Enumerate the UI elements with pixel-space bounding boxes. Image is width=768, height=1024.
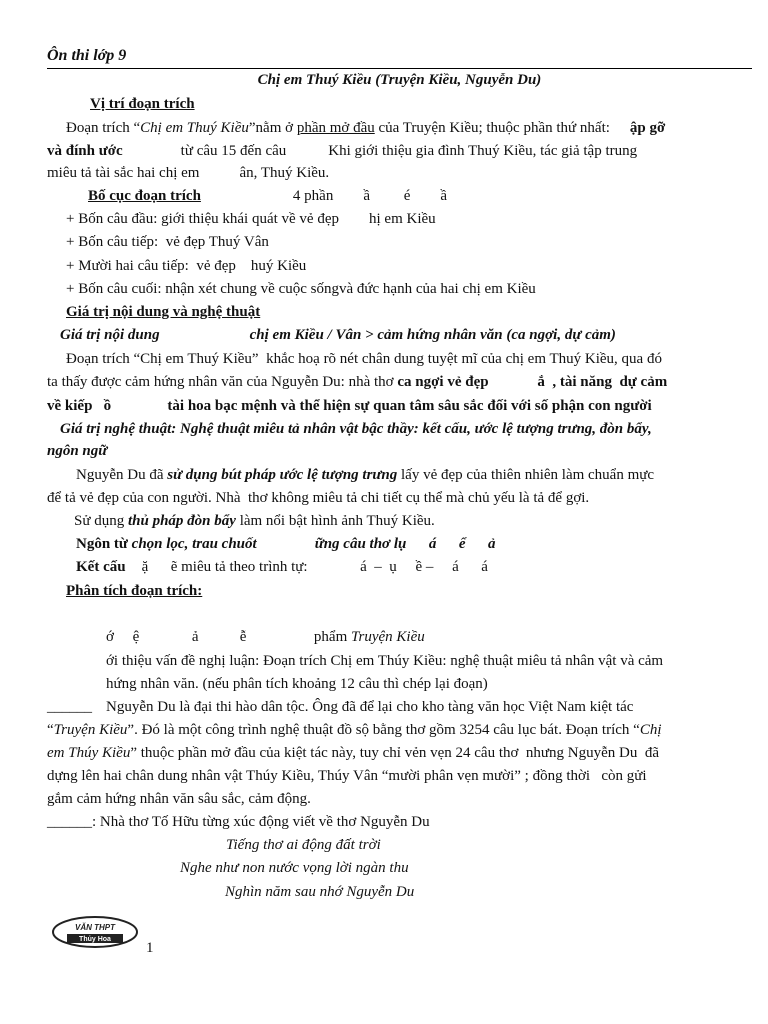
- s2-item-1: + Bốn câu đầu: giới thiệu khái quát về vẻ đẹp hị em Kiều: [66, 211, 436, 227]
- poem-line-2: Nghe như non nước vọng lời ngàn thu: [180, 860, 409, 876]
- intro2-line-1: ới thiệu vấn đề nghị luận: Đoạn trích Chị em Thúy Kiều: nghệ thuật miêu tả nhân vật và cảm: [106, 653, 664, 669]
- header-rule: [47, 68, 752, 69]
- doc-title: Chị em Thuý Kiều (Truyện Kiều, Nguyễn Du): [257, 72, 542, 88]
- p1-line-2: ta thấy được cảm hứng nhân văn của Nguyễn Du: nhà thơ ca ngợi vẻ đẹp ắ , tài năng dự cảm: [47, 374, 668, 390]
- page-number: 1: [146, 940, 154, 956]
- para1-line-4: dựng lên hai chân dung nhân vật Thúy Kiều, Thúy Vân “mười phân vẹn mười” ; đồng thời còn gửi: [47, 768, 647, 784]
- p2-line-2: để tả vẻ đẹp của con người. Nhà thơ không miêu tả chi tiết cụ thể mà chủ yếu là tả để gợi.: [47, 490, 590, 506]
- p2-line-1: Nguyễn Du đã sử dụng bút pháp ước lệ tượng trưng lấy vẻ đẹp của thiên nhiên làm chuẩn mực: [76, 467, 655, 483]
- content-value-heading: Giá trị nội dung chị em Kiều / Vân > cảm hứng nhân văn (ca ngợi, dự cảm): [60, 327, 616, 343]
- s2-item-2: + Bốn câu tiếp: vẻ đẹp Thuý Vân: [66, 234, 269, 250]
- p1-line-1: Đoạn trích “Chị em Thuý Kiều” khắc hoạ rõ nét chân dung tuyệt mĩ của chị em Thuý Kiều, qua đó: [66, 351, 662, 367]
- section-heading-analysis: Phân tích đoạn trích:: [66, 583, 203, 599]
- doc-header-label: Ôn thi lớp 9: [47, 47, 127, 64]
- para1-line-2: “Truyện Kiều”. Đó là một công trình nghệ thuật đồ sộ bằng thơ gồm 3254 câu lục bát. Đoạn trích “Chị: [47, 722, 662, 738]
- intro2-line-2: hứng nhân văn. (nếu phân tích khoảng 12 câu thì chép lại đoạn): [106, 676, 488, 692]
- section-heading-values: Giá trị nội dung và nghệ thuật: [66, 304, 261, 320]
- section-heading-position: Vị trí đoạn trích: [90, 96, 195, 112]
- logo-text-bottom: Thủy Hoa: [79, 936, 111, 943]
- p3-line: Sử dụng thủ pháp đòn bẩy làm nổi bật hình ảnh Thuý Kiều.: [74, 513, 435, 529]
- s2-item-4: + Bốn câu cuối: nhận xét chung về cuộc sốngvà đức hạnh của hai chị em Kiều: [66, 281, 536, 297]
- para1-line-1: ______ Nguyễn Du là đại thi hào dân tộc. Ông đã để lại cho kho tàng văn học Việt Nam kiệt tác: [47, 699, 634, 715]
- p5-line: Kết cấu ặ ẽ miêu tả theo trình tự: á – ụ ề – á á: [76, 559, 488, 575]
- para2-line: ______: Nhà thơ Tố Hữu từng xúc động viết về thơ Nguyễn Du: [47, 814, 430, 830]
- p4-line: Ngôn từ chọn lọc, trau chuốt ững câu thơ lụ á ể ả: [76, 536, 496, 552]
- section-heading-layout: Bố cục đoạn trích: [88, 188, 201, 204]
- para1-line-5: gắm cảm hứng nhân văn sâu sắc, cảm động.: [47, 791, 311, 807]
- s1-line-1: Đoạn trích “Chị em Thuý Kiều”nằm ở phần mở đầu của Truyện Kiều; thuộc phần thứ nhất: ập gỡ: [66, 120, 666, 136]
- intro-line: ớ ệ ả ễ phẩm Truyện Kiều: [106, 629, 425, 645]
- poem-line-3: Nghìn năm sau nhớ Nguyễn Du: [225, 884, 415, 900]
- s2-item-3: + Mười hai câu tiếp: vẻ đẹp huý Kiều: [66, 258, 307, 274]
- p1-line-3: về kiếp ồ tài hoa bạc mệnh và thể hiện sự quan tâm sâu sắc đối với số phận con người: [47, 398, 652, 414]
- school-logo: [51, 915, 139, 949]
- art-value-heading-2: ngôn ngữ: [47, 443, 108, 459]
- logo-text-top: VĂN THPT: [75, 923, 115, 932]
- poem-line-1: Tiếng thơ ai động đất trời: [226, 837, 381, 853]
- s1-line-3: miêu tả tài sắc hai chị em ân, Thuý Kiều.: [47, 165, 330, 181]
- s2-heading-line: Bố cục đoạn trích 4 phần ầ é ầ: [88, 188, 448, 204]
- s1-line-2: và đính ước từ câu 15 đến câu Khi giới thiệu gia đình Thuý Kiều, tác giả tập trung: [47, 143, 638, 159]
- para1-line-3: em Thúy Kiều” thuộc phần mở đầu của kiệt tác này, tuy chỉ vẻn vẹn 24 câu thơ nhưng Nguyễn Du đã: [47, 745, 660, 761]
- art-value-heading-1: Giá trị nghệ thuật: Nghệ thuật miêu tả nhân vật bậc thầy: kết cấu, ước lệ tượng trưng, đòn bẩy,: [60, 421, 652, 437]
